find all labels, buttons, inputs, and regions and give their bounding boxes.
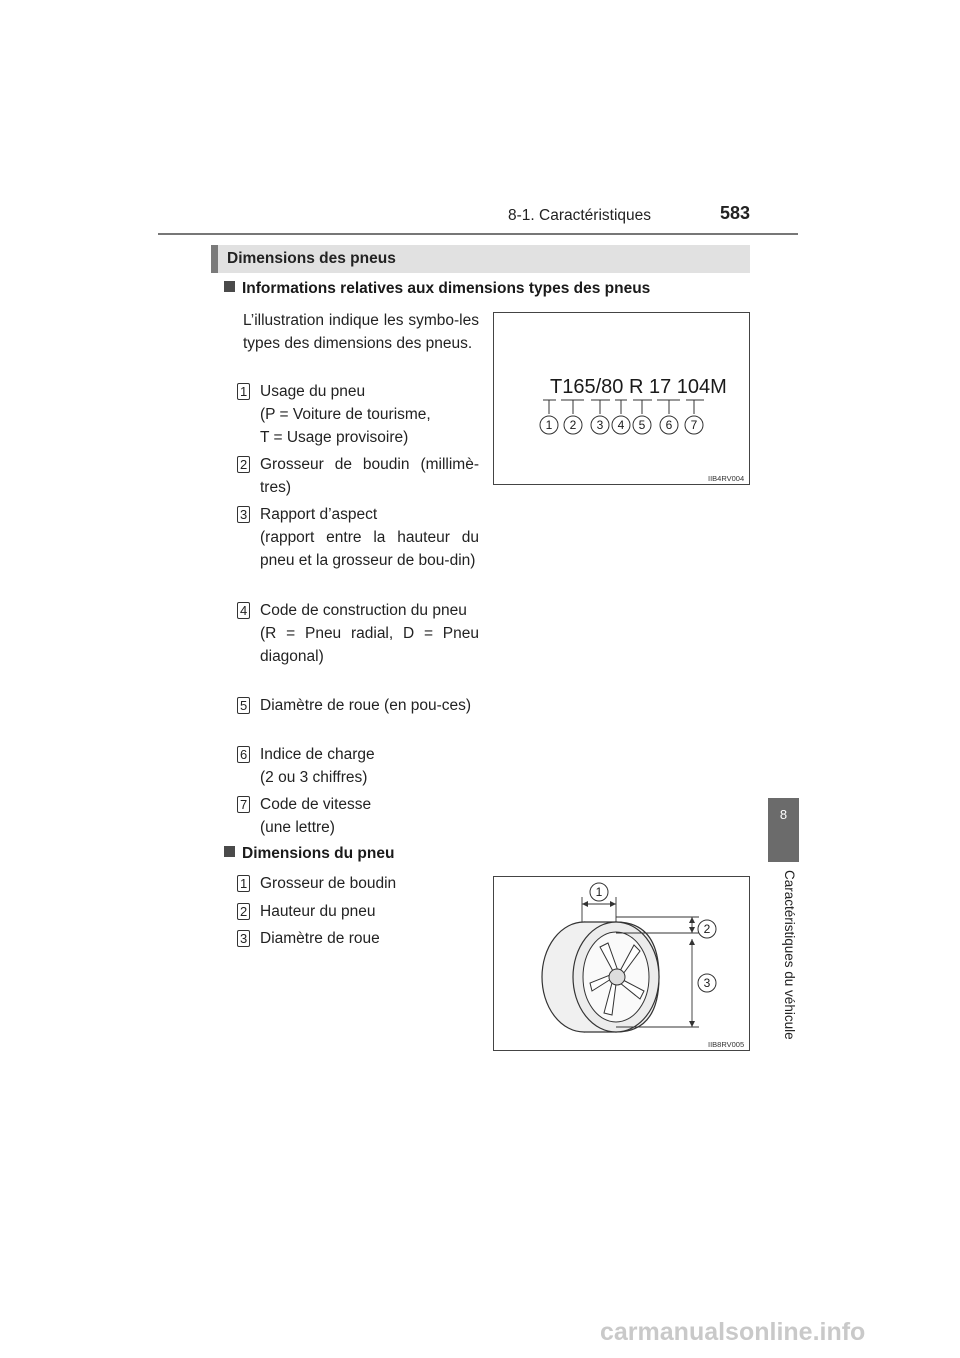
callout-6: 6	[665, 418, 673, 432]
page-number: 583	[720, 203, 751, 223]
callout-3: 3	[596, 418, 604, 432]
item-number-badge: 3	[237, 506, 250, 523]
list-item: Usage du pneu (P = Voiture de tourisme, T = Usage provisoire)	[260, 383, 431, 446]
callout-1: 1	[595, 885, 603, 899]
chapter-number: 8	[779, 807, 788, 822]
tire-code-text: T165/80 R 17 104M	[550, 376, 727, 398]
subheading-dims	[224, 845, 394, 863]
tire-code-figure	[493, 312, 750, 485]
chapter-tab	[768, 798, 799, 862]
subheading-info-label: Informations relatives aux dimensions types des pneus	[242, 280, 651, 297]
hub	[609, 969, 625, 985]
item-number-badge: 6	[237, 746, 250, 763]
watermark: carmanualsonline.info	[600, 1318, 866, 1346]
subheading-info	[224, 280, 650, 298]
item-number-badge: 2	[237, 903, 250, 920]
image-code: IIB4RV004	[708, 474, 745, 483]
callout-2: 2	[703, 922, 711, 936]
intro-paragraph: L’illustration indique les symbo-les types des dimensions des pneus.	[243, 312, 479, 352]
item-number-badge: 7	[237, 796, 250, 813]
callout-1: 1	[545, 418, 553, 432]
list-item: Grosseur de boudin (millimè-tres)	[260, 456, 479, 496]
square-bullet-icon	[224, 846, 235, 857]
section-title: 8-1. Caractéristiques	[508, 207, 652, 224]
item-number-badge: 5	[237, 697, 250, 714]
list-item: Grosseur de boudin	[260, 875, 397, 892]
square-bullet-icon	[224, 281, 235, 292]
item-number-badge: 1	[237, 383, 250, 400]
list-item: Diamètre de roue (en pou-ces)	[260, 697, 472, 714]
callout-7: 7	[690, 418, 698, 432]
item-number-badge: 2	[237, 456, 250, 473]
tire-dimensions-figure	[493, 876, 750, 1051]
tire-code-diagram	[494, 313, 751, 486]
callout-5: 5	[638, 418, 646, 432]
subheading-dims-label: Dimensions du pneu	[242, 845, 395, 862]
list-item: Code de construction du pneu (R = Pneu radial, D = Pneu diagonal)	[260, 602, 479, 665]
list-item: Code de vitesse (une lettre)	[260, 796, 372, 836]
section-heading-bar	[211, 245, 750, 273]
tire-dimensions-diagram	[494, 877, 751, 1052]
section-heading: Dimensions des pneus	[227, 250, 396, 267]
callout-2: 2	[569, 418, 577, 432]
list-item: Diamètre de roue	[260, 930, 380, 947]
item-number-badge: 1	[237, 875, 250, 892]
callout-4: 4	[617, 418, 625, 432]
list-item: Hauteur du pneu	[260, 903, 376, 920]
image-code: IIB8RV005	[708, 1040, 745, 1049]
chapter-title: Caractéristiques du véhicule	[782, 870, 797, 1040]
callout-3: 3	[703, 976, 711, 990]
item-number-badge: 4	[237, 602, 250, 619]
header-rule	[158, 233, 798, 235]
item-number-badge: 3	[237, 930, 250, 947]
list-item: Indice de charge (2 ou 3 chiffres)	[260, 746, 375, 786]
list-item: Rapport d’aspect (rapport entre la hauteur du pneu et la grosseur de bou-din)	[260, 506, 479, 569]
